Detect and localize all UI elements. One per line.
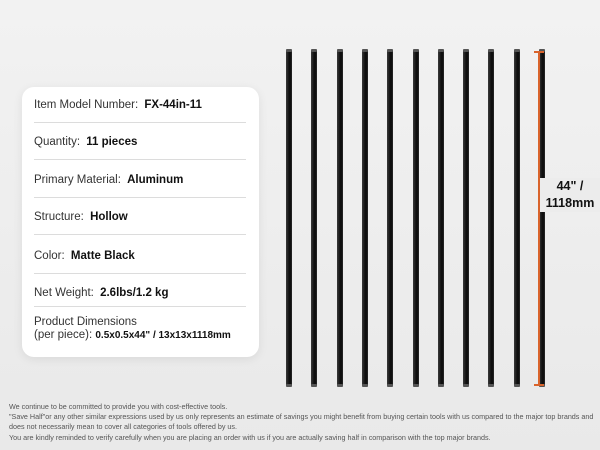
length-measure-cap-top bbox=[534, 51, 544, 53]
rod-3 bbox=[337, 49, 343, 387]
length-label-inches: 44" / bbox=[556, 179, 584, 193]
spec-label-dimensions-per-piece: (per piece): bbox=[34, 329, 93, 341]
spec-label-model: Item Model Number: bbox=[34, 99, 139, 111]
spec-label-weight: Net Weight: bbox=[34, 287, 94, 299]
rod-10 bbox=[514, 49, 520, 387]
footnote-line-1: We continue to be committed to provide you with cost-effective tools. bbox=[9, 402, 228, 411]
spec-label-color: Color: bbox=[34, 250, 65, 262]
spec-label-material: Primary Material: bbox=[34, 174, 121, 186]
spec-value-color: Matte Black bbox=[70, 250, 135, 262]
spec-value-model: FX-44in-11 bbox=[144, 99, 202, 111]
spec-value-dimensions: 0.5x0.5x44" / 13x13x1118mm bbox=[95, 330, 231, 341]
spec-label-dimensions: Product Dimensions bbox=[34, 316, 137, 328]
length-measure-cap-bottom bbox=[534, 384, 544, 386]
rod-8 bbox=[463, 49, 469, 387]
length-measure-line bbox=[538, 52, 540, 385]
length-label bbox=[540, 178, 600, 212]
spec-value-quantity: 11 pieces bbox=[86, 136, 138, 148]
rod-9 bbox=[488, 49, 494, 387]
rod-4 bbox=[362, 49, 368, 387]
footnote-line-2: "Save Half"or any other similar expressions used by us only represents an estimate of savings you might benefit from buying certain tools with us compared to the major top brands and does not necessarily mean to cover all categories of tools offered by us. bbox=[9, 412, 594, 432]
footnote-line-3: You are kindly reminded to verify carefully when you are placing an order with us if you are actually saving half in comparison with the top major brands. bbox=[9, 432, 491, 442]
spec-value-weight: 2.6lbs/1.2 kg bbox=[100, 287, 169, 299]
spec-value-material: Aluminum bbox=[127, 174, 184, 186]
rod-7 bbox=[438, 49, 444, 387]
rod-2 bbox=[311, 49, 317, 387]
length-label-mm: 1118mm bbox=[545, 196, 595, 210]
spec-label-structure: Structure: bbox=[34, 211, 84, 223]
rod-5 bbox=[387, 49, 393, 387]
spec-value-structure: Hollow bbox=[90, 211, 128, 223]
rod-1 bbox=[286, 49, 292, 387]
rod-6 bbox=[413, 49, 419, 387]
disclaimer-footnote bbox=[9, 402, 594, 443]
spec-label-quantity: Quantity: bbox=[34, 136, 81, 148]
